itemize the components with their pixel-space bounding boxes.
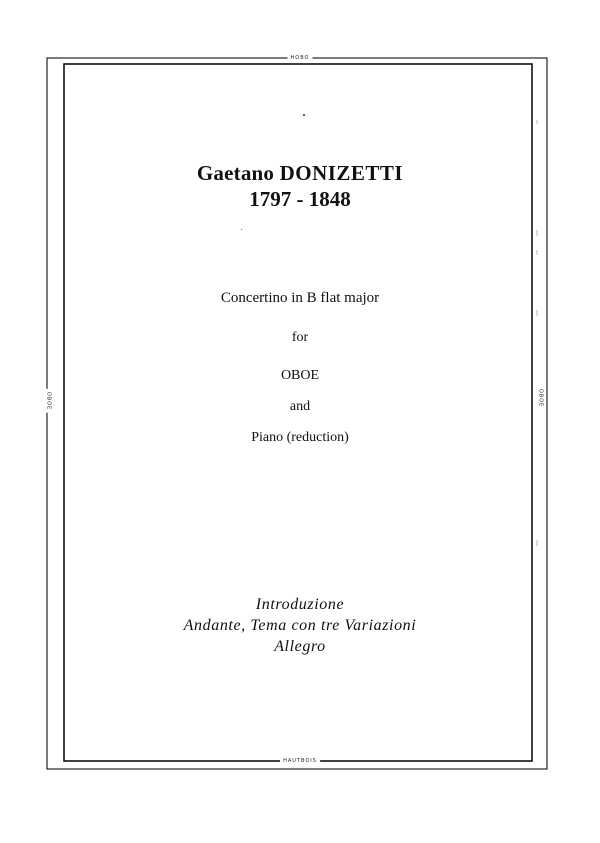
border-label-bottom: HAUTBOIS (280, 758, 320, 765)
movement-title: Allegro (274, 638, 326, 655)
movement-title: Andante, Tema con tre Variazioni (183, 617, 417, 634)
paper-speck (303, 114, 305, 116)
border-label-top: HOBO (288, 55, 313, 62)
paper-speck (241, 229, 242, 230)
composer-name (0, 160, 600, 186)
and-text: and (289, 399, 311, 414)
composer-last-name: DONIZETTI (279, 161, 404, 185)
accompaniment: Piano (reduction) (251, 430, 349, 445)
for-text: for (291, 330, 309, 345)
movement-title: Introduzione (255, 596, 345, 613)
border-label-left: OBOE (45, 389, 52, 413)
composer-first-name: Gaetano (196, 161, 275, 185)
work-title: Concertino in B flat major (220, 290, 380, 306)
border-label-right: OBOE (537, 386, 544, 410)
composer-dates: 1797 - 1848 (249, 187, 351, 211)
solo-instrument: OBOE (280, 368, 320, 383)
